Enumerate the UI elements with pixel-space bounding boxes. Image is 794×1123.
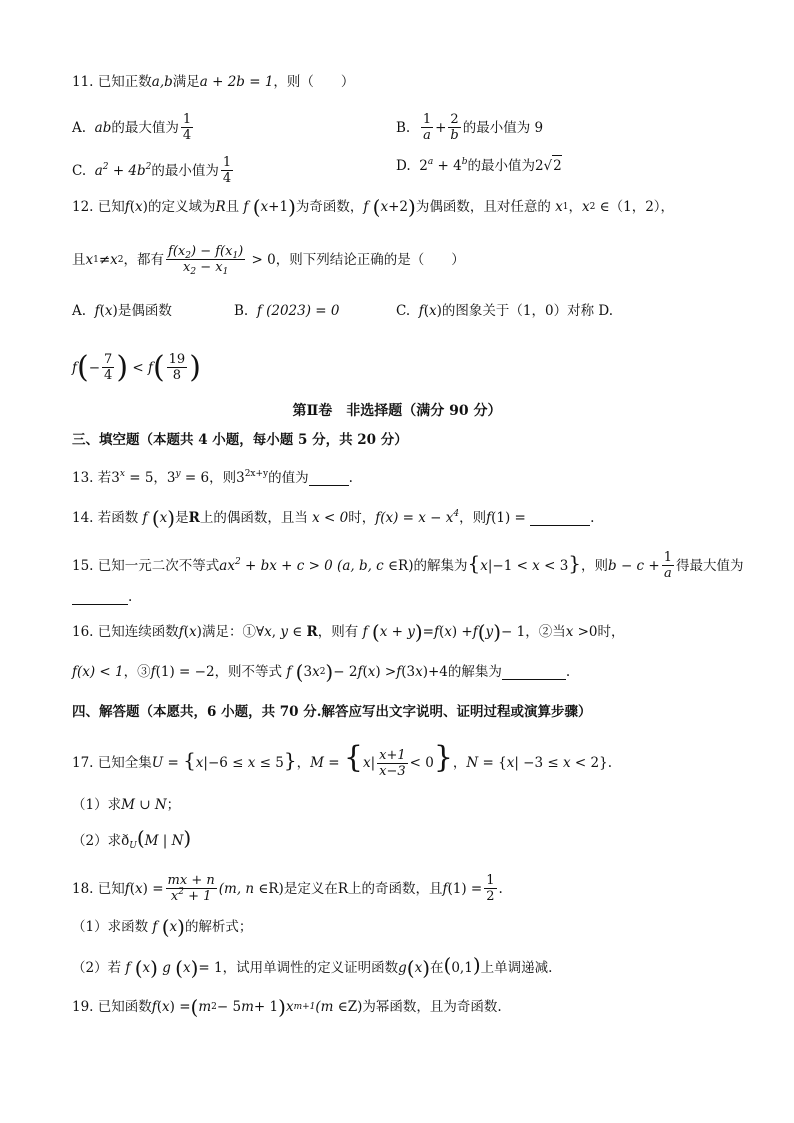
text: 得最大值为 [676,557,744,574]
text: 为偶函数，且对任意的 [415,199,551,215]
opt-label: C. [72,162,87,179]
text: ，则不等式 [214,664,283,680]
math: R [188,510,200,526]
math: g [398,959,407,976]
text: 上的偶函数，且当 [199,510,308,526]
math: f [151,999,157,1015]
math: f [282,664,296,680]
math: f [124,880,130,897]
text: 上单调递减. [480,959,553,976]
text: （1）求 [72,797,122,813]
opt-label: A. [72,303,87,319]
part2-title: 第Ⅱ卷 非选择题（满分 90 分） [292,403,502,419]
text: 19. 已知函数 [72,999,152,1015]
opt-label: A. [72,119,87,136]
q19: 19. 已知函数 f ( x ) = ( m 2 − 5 m + 1 ) x m+1 (m ∈ Z) 为幂函数，且为奇函数. [72,995,502,1019]
denominator: 4 [104,368,113,383]
math: f [124,199,130,215]
q17-part1: （1）求 M ∪ N ； [72,797,181,813]
math: f [358,624,372,640]
text: ， [452,754,467,771]
math: f(x) < 1 [72,664,124,680]
q12-option-b [234,301,339,321]
q11-mid: 满足 [172,74,200,90]
text: 满足：① [201,624,256,640]
q14: 14. 若函数 f ( x ) 是 R 上的偶函数，且当 x < 0 时， $f(x) = x - x^4$ ，则 f (1) = . [72,506,595,530]
text: . [565,664,571,680]
text: ，则 [581,557,609,574]
q11-option-c [72,155,235,186]
math: (m, n ∈ [218,880,269,897]
q11-c-expr: $a^2 + 4b^2$ [94,161,152,179]
math: x [85,251,94,268]
text: 12. 已知 [72,199,125,215]
q18: 18. 已知 f ( x ) = $\frac{mx + n}{x^2 + 1}$ (m, n ∈ R) 是定义在 R 上的奇函数，且 f (1) = $\frac{1}{2}$ . [72,873,503,904]
fraction [421,112,433,143]
q11-d-text: 的最小值为 [467,157,535,174]
q11-a-text: 的最大值为 [111,119,179,136]
q11-d-val: 2 [534,157,544,174]
math: $3^{2x+y}$ [236,469,269,486]
math: f [363,199,373,215]
fraction [102,352,114,383]
q12-option-d: f ( − $\frac{7}{4}$ ) < f ( $\frac{19}{8}$ ) [72,349,201,385]
text: 是定义在 [283,880,338,897]
math: f [486,510,492,526]
math: f [418,303,424,319]
numerator: 1 [182,112,192,127]
section3-title: 三、填空题（本题共 4 小题，每小题 5 分，共 20 分） [72,432,408,448]
text: ，都有 [123,251,165,268]
answer-blank[interactable] [309,471,349,486]
q18-part2: （2）若 f ( x ) g ( x ) = 1 ，试用单调性的定义证明函数 g ( x ) 在 (0,1) 上单调递减. [72,953,553,980]
answer-blank[interactable] [530,511,590,526]
text: 且 [225,199,240,215]
fraction: $\frac{mx + n}{x^2 + 1}$ [167,873,215,904]
section4-title: 四、解答题（本愿共，6 小题，共 70 分.解答应写出文字说明、证明过程或演算步骤） [72,704,592,720]
text: 的图象关于（1，0）对称 D. [441,303,614,319]
text: 的解析式； [184,919,253,935]
numerator: 2 [450,112,459,127]
text: （1）求函数 [72,919,149,935]
q11-option-d [396,155,562,176]
sqrt-sign: √ [543,157,553,174]
q12-option-c: C. f ( x ) 的图象关于（1，0）对称 D. [396,303,614,319]
math: f [150,664,156,680]
q15: 15. 已知一元二次不等式 $ax^2$ + bx + c > 0 (a, b, c ∈ R) 的解集为 {x|−1 < x < 3} ，则 b − c + $\frac{1}{a}$ 得最大值为 [72,550,744,581]
text: ，③ [123,664,151,680]
text: 15. 已知一元二次不等式 [72,557,220,574]
text: 为幂函数，且为奇函数. [362,999,502,1015]
text: ，则 [459,510,487,526]
math: f (2023) = 0 [256,303,340,319]
q11-b-val: 9 [534,119,544,136]
text: 的解集为 [447,664,502,680]
q18-part1: （1）求函数 f ( x ) 的解析式； [72,915,253,939]
text: （2）若 [72,959,122,976]
math: N = {x| −3 ≤ x < 2} [466,754,608,771]
math: f [178,624,184,640]
text: . [348,470,353,486]
text: 上的奇函数，且 [348,880,443,897]
math: f [138,510,152,526]
math: f [239,199,253,215]
fraction: $\frac{1}{2}$ [486,873,495,904]
text: 的值为 [268,470,309,486]
q12-line2: 且 x 1 ≠ x 2 ，都有 $\frac{f(x_2) - f(x_1)}{x_2 - x_1}$ > 0 ，则下列结论正确的是（ ） [72,244,465,277]
text: . [128,589,133,605]
q15-blank-line [72,587,132,607]
opt-label: D. [396,157,411,174]
fraction [448,112,460,143]
q17 [72,740,612,779]
numerator: 19 [168,352,186,367]
plus-sign: + [435,119,447,136]
math: M = {x| $\frac{x+1}{x-3}$ < 0} [310,740,453,779]
q12-options: A. f ( x ) 是偶函数 [72,303,172,319]
text: 17. 已知全集 [72,754,152,771]
q11-c-text: 的最小值为 [151,162,219,179]
denominator: a [423,128,431,143]
math: $ð_U(M$ | N) [121,826,192,851]
math: $ax^2$ + bx + c > 0 (a, b, c ∈ [219,556,399,574]
text: . [607,754,612,771]
fraction [167,352,188,383]
math: x [565,624,574,640]
text: 是偶函数 [117,303,172,319]
q11-option-a [72,112,195,143]
math: {x|−1 < x < 3} [467,551,582,575]
q11-prefix: 11. 已知正数 [72,74,152,90]
q16-line2: f(x) < 1 ，③ f (1) = −2 ，则不等式 f ( 3 x 2 ) − 2 f ( x ) > f (3 x )+4 的解集为 . [72,660,571,684]
text: 在 [430,959,444,976]
text: . [590,510,595,526]
math: ∀x, y ∈ R [255,624,318,640]
text: 时， [597,624,625,640]
text: 13. 若 [72,470,112,486]
numerator: 1 [422,112,432,127]
math: f [94,303,100,319]
denominator: 4 [182,128,192,143]
q11-vars: a,b [151,74,173,90]
math: b − c + [608,557,660,574]
math: (0,1) [443,953,481,977]
text: 的定义域为 [147,199,216,215]
text: 的解集为 [413,557,468,574]
math: x [550,199,563,215]
q11-option-b [396,112,543,143]
fraction [181,112,193,143]
text: 时， [348,510,376,526]
opt-label: B. [396,119,411,136]
text: 14. 若函数 [72,510,139,526]
math: x < 0 [307,510,349,526]
text: ； [166,797,181,813]
text: . [498,880,503,897]
math: $3^x = 5$ [111,469,154,486]
math: f [121,959,135,976]
math: f [148,919,162,935]
opt-label: C. [396,303,411,319]
text: ， [296,754,311,771]
math: $f(x) = x - x^4$ [375,509,460,526]
denominator: 8 [172,368,182,383]
q11-b-text: 的最小值为 [462,119,531,136]
text: ，则 [209,470,237,486]
math: f [442,880,448,897]
q17-part2 [72,826,192,851]
text: （1，2）， [609,199,675,215]
q11-suffix: ，则（ ） [273,74,355,90]
math: M [121,797,135,813]
text: ，则下列结论正确的是（ ） [275,251,465,268]
text: 18. 已知 [72,880,125,897]
math: f [72,359,77,376]
text: （2）求 [72,832,122,849]
math: R [215,199,226,215]
fraction [221,155,233,186]
text: 为奇函数， [295,199,364,215]
math: $3^y = 6$ [166,469,210,486]
q12-line1: 12. 已知 f ( x ) 的定义域为 R 且 f ( x +1 ) 为奇函数， f ( x +2 ) 为偶函数，且对任意的 x 1 ， x 2 ∈ （1，2）， [72,195,675,219]
q11-cond: a + 2b = 1 [199,74,274,90]
answer-blank[interactable] [72,590,128,605]
q13 [72,468,353,488]
text: 是 [175,510,189,526]
text: ，试用单调性的定义证明函数 [222,959,399,976]
numerator: 1 [222,155,232,170]
q11-stem [72,72,354,92]
text: ，则有 [317,624,359,640]
fraction: $\frac{f(x_2) - f(x_1)}{x_2 - x_1}$ [168,244,244,277]
fraction: $\frac{1}{a}$ [663,550,672,581]
math: U = {x|−6 ≤ x ≤ 5} [151,748,297,772]
q16-line1: 16. 已知连续函数 f ( x ) 满足：① ∀x, y ∈ R ，则有 f ( x + y ) = f ( x ) + f ( y ) − 1 ，②当 x >0 时， [72,620,625,644]
answer-blank[interactable] [502,665,566,680]
q11-d-expr: $2^a + 4^b$ [419,156,468,174]
denominator: 4 [222,171,232,186]
denominator: b [450,128,459,143]
sqrt-radicand: 2 [552,155,562,176]
q11-a-expr: ab [94,119,112,136]
opt-label: B. [234,303,249,319]
text: 且 [72,251,86,268]
text: ，②当 [525,624,566,640]
numerator: 7 [104,352,113,367]
text: 16. 已知连续函数 [72,624,179,640]
text: ， [153,470,167,486]
